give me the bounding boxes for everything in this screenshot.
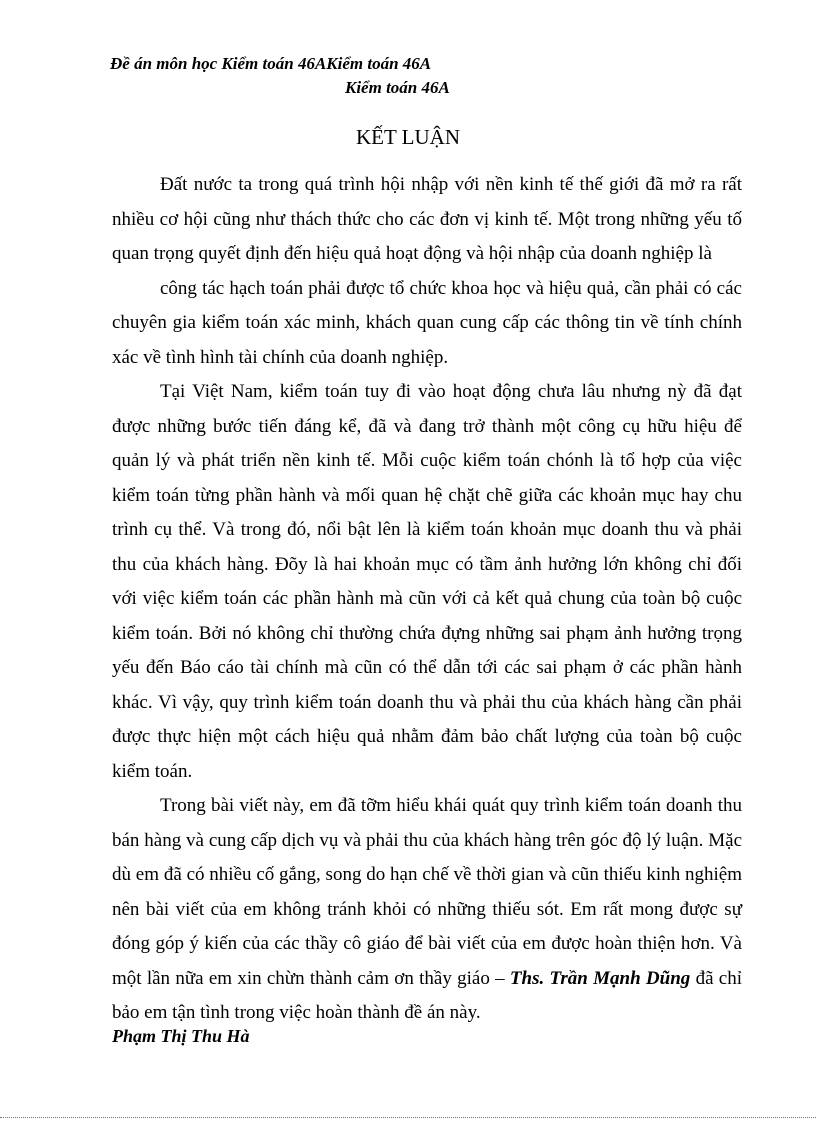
paragraph-1a: Đất nước ta trong quá trình hội nhập với nền kinh tế thế giới đã mở ra rất nhiều cơ hội cũng như thách thức cho các đơn vị kinh tế. Một trong những yếu tố quan trọng quyết định đến hiệu quả hoạt động và hội nhập của doanh nghiệp là — [112, 174, 742, 264]
page-bottom-divider — [0, 1117, 816, 1118]
paragraph-2: Tại Việt Nam, kiểm toán tuy đi vào hoạt động chưa lâu nhưng nỳ đã đạt được những bước tiến đáng kể, đã và đang trở thành một công cụ hữu hiệu để quản lý và phát triển nền kinh tế. Mỗi cuộc kiểm toán chónh là tổ hợp của việc kiểm toán từng phần hành và mối quan hệ chặt chẽ giữa các khoản mục hay chu trình cụ thể. Và trong đó, nổi bật lên là kiểm toán khoản mục doanh thu và phải thu của khách hàng. Đõy là hai khoản mục có tầm ảnh hưởng lớn không chỉ đối với việc kiểm toán các phần hành mà cũn với cả kết quả chung của toàn bộ cuộc kiểm toán. Bởi nó không chỉ thường chứa đựng những sai phạm ảnh hưởng trọng yếu đến Báo cáo tài chính mà cũn có thể dẫn tới các sai phạm ở các phần hành khác. Vì vậy, quy trình kiểm toán doanh thu và phải thu của khách hàng cần phải được thực hiện một cách hiệu quả nhằm đảm bảo chất lượng của toàn bộ cuộc kiểm toán. — [112, 381, 742, 782]
paragraph-3 — [112, 789, 742, 1031]
header-line-1: Đề án môn học Kiểm toán 46AKiểm toán 46A — [110, 54, 432, 73]
paragraph-3-text: Trong bài viết này, em đã tỡm hiểu khái quát quy trình kiểm toán doanh thu bán hàng và cung cấp dịch vụ và phải thu của khách hàng trên góc độ lý luận. Mặc dù em đã có nhiều cố gắng, song do hạn chế về thời gian và cũn thiếu kinh nghiệm nên bài viết của em không tránh khỏi có những thiếu sót. Em rất mong được sự đóng góp ý kiến của các thầy cô giáo để bài viết của em được hoàn thiện hơn. Và một lần nữa em xin chừn thành cảm ơn thầy giáo – — [112, 795, 742, 989]
page-title: KẾT LUẬN — [355, 125, 460, 149]
paragraph-3-ending: đã chỉ bảo em tận tình trong việc hoàn thành đề án này. — [112, 967, 742, 1023]
paragraph-1b: công tác hạch toán phải được tổ chức khoa học và hiệu quả, cần phải có các chuyên gia kiểm toán xác minh, khách quan cung cấp các thông tin về tính chính xác về tình hình tài chính của doanh nghiệp. — [112, 277, 742, 368]
document-header — [110, 52, 450, 100]
document-body — [112, 168, 742, 1031]
header-line-2: Kiểm toán 46A — [345, 78, 450, 97]
teacher-name: Ths. Trần Mạnh Dũng — [509, 967, 691, 989]
author-signature: Phạm Thị Thu Hà — [112, 1026, 250, 1046]
